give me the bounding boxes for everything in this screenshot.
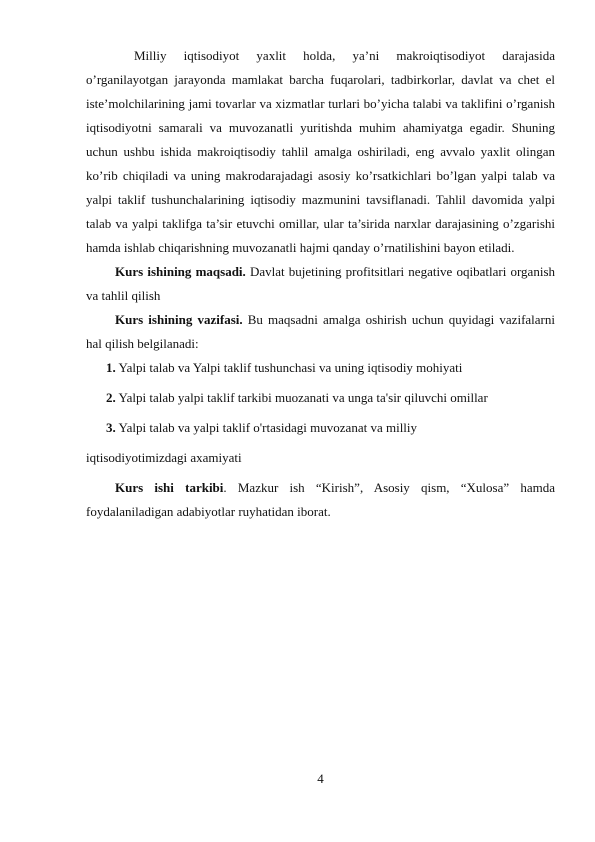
structure-paragraph	[86, 476, 555, 524]
task-item-text: Yalpi talab va Yalpi taklif tushunchasi va uning iqtisodiy mohiyati	[115, 360, 463, 375]
structure-label: Kurs ishi tarkibi	[115, 480, 224, 495]
structure-text: . Mazkur ish “Kirish”, Asosiy qism, “Xulosa” hamda foydalaniladigan adabiyotlar ruyhatidan iborat.	[86, 480, 556, 519]
goal-label: Kurs ishining maqsadi.	[115, 264, 246, 279]
task-item-number: 1.	[106, 360, 116, 375]
task-item-number: 2.	[106, 390, 116, 405]
page-number: 4	[317, 771, 324, 786]
goal-text: Davlat bujetining profitsitlari negative oqibatlari organish va tahlil qilish	[86, 264, 555, 303]
task-item-1	[86, 356, 555, 380]
task-item-3	[86, 416, 555, 440]
intro-paragraph: Milliy iqtisodiyot yaxlit holda, ya’ni makroiqtisodiyot darajasida o’rganilayotgan jarayonda mamlakat barcha fuqarolari, tadbirkorlar, davlat va chet el iste’molchilarining jami tovarlar va xizmatlar turlari bo’yicha talabi va taklifini o’rganish iqtisodiyotni samarali va muvozanatli yuritishda muhim ahamiyatga egadir. Shuning uchun ushbu ishida makroiqtisodiy tahlil amalga oshiriladi, eng avvalo yaxlit olingan ko’rib chiqiladi va uning makrodarajadagi asosiy ko’rsatkichlari bo’lgan yalpi talab va yalpi taklif tushunchalarining iqtisodiy mazmunini tavsiflanadi. Tahlil davomida yalpi talab va yalpi taklifga ta’sir etuvchi omillar, ular ta’sirida narxlar darajasining o’zgarishi hamda ishlab chiqarishning muvozanatli hajmi qanday o’rnatilishini bayon etiladi.	[86, 48, 555, 255]
task-item-number: 3.	[106, 420, 116, 435]
task-text: Bu maqsadni amalga oshirish uchun quyidagi vazifalarni hal qilish belgilanadi:	[86, 312, 555, 351]
task-label: Kurs ishining vazifasi.	[115, 312, 243, 327]
task-paragraph	[86, 308, 555, 356]
task-item-3-continuation: iqtisodiyotimizdagi axamiyati	[86, 450, 242, 465]
task-item-text: Yalpi talab va yalpi taklif o'rtasidagi muvozanat va milliy	[115, 420, 418, 435]
goal-paragraph	[86, 260, 555, 308]
task-item-2	[86, 386, 555, 410]
task-item-text: Yalpi talab yalpi taklif tarkibi muozanati va unga ta'sir qiluvchi omillar	[115, 390, 488, 405]
document-body	[86, 44, 555, 524]
